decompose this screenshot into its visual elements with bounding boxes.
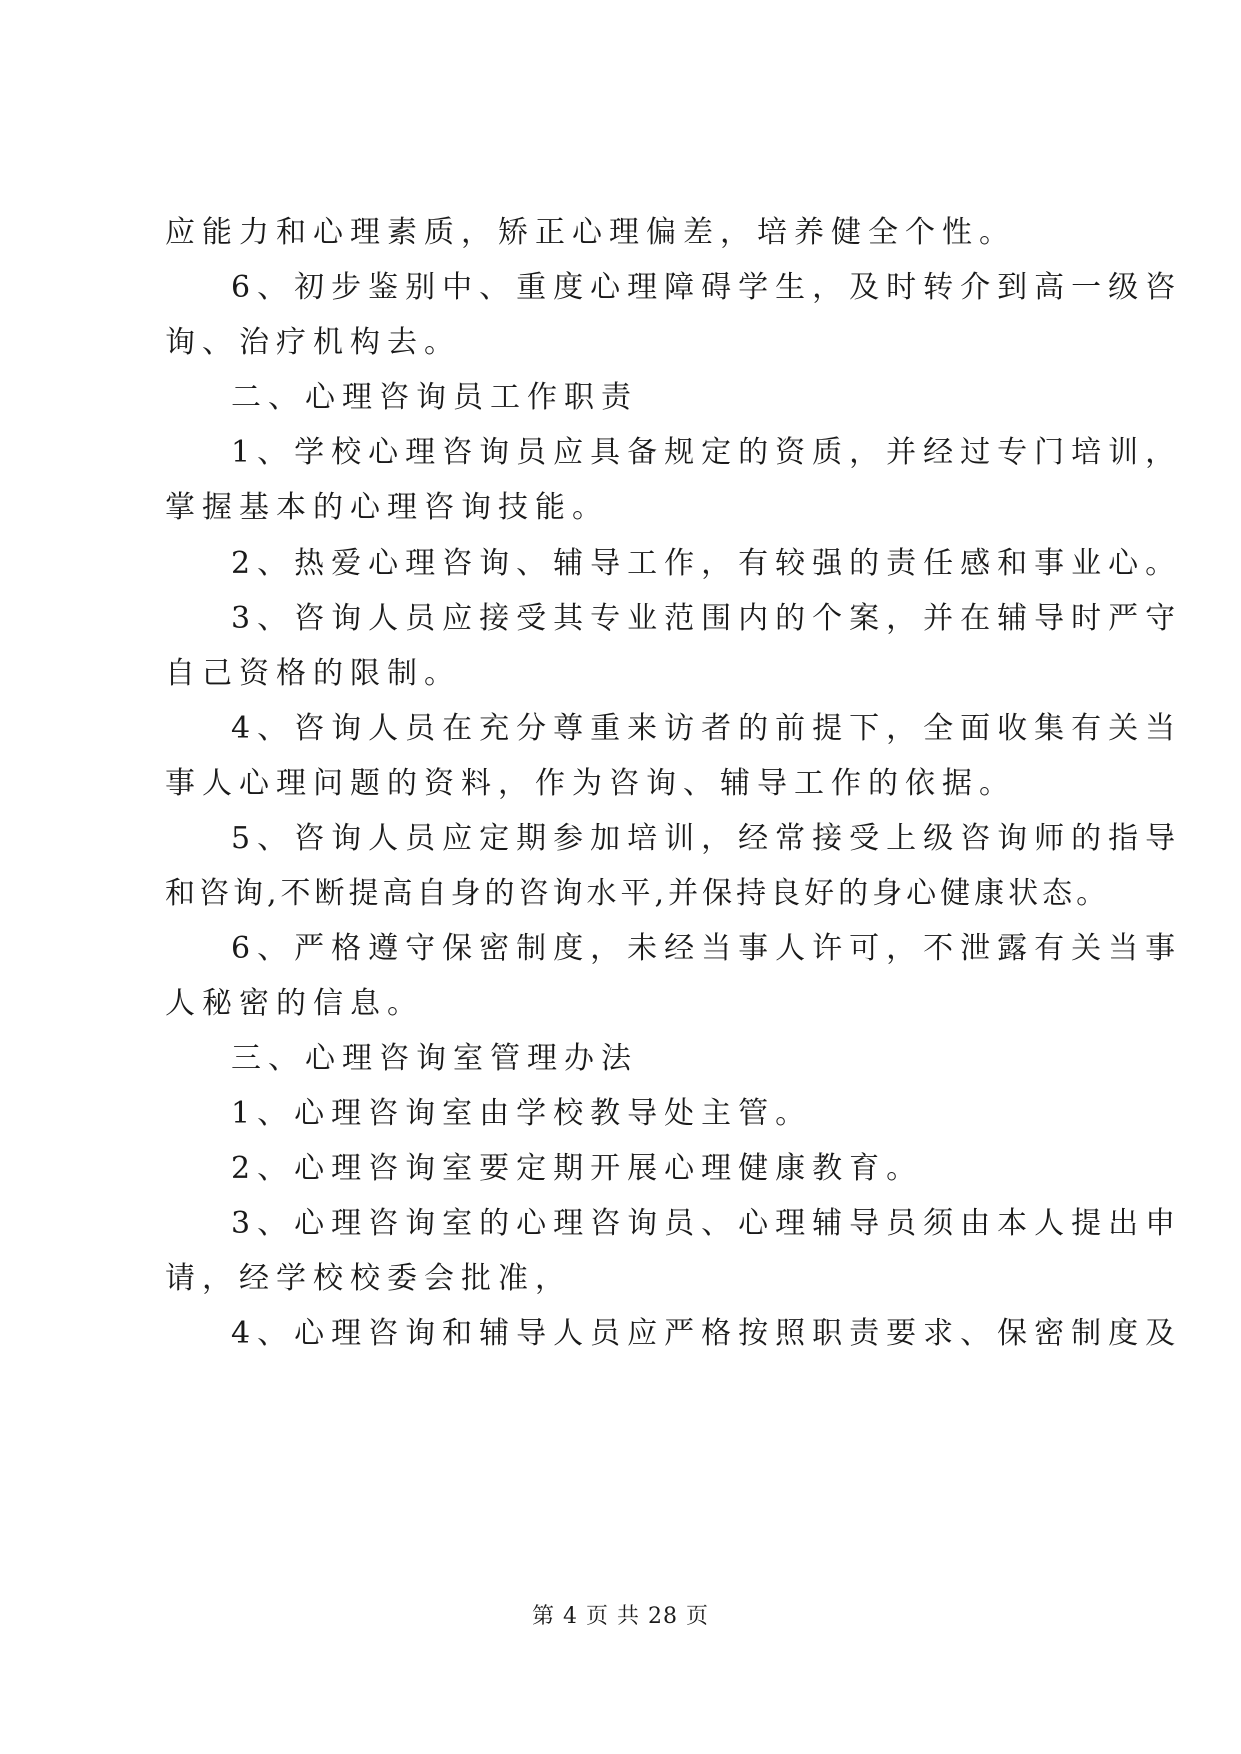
section-heading: 二、心理咨询员工作职责 bbox=[231, 380, 638, 415]
text-line: 事人心理问题的资料，作为咨询、辅导工作的依据。 bbox=[165, 766, 1016, 801]
text-line: 自己资格的限制。 bbox=[165, 656, 461, 691]
text-line: 1、学校心理咨询员应具备规定的资质，并经过专门培训， bbox=[231, 435, 1183, 470]
text-line: 和咨询,不断提高自身的咨询水平,并保持良好的身心健康状态。 bbox=[165, 876, 1111, 911]
section-heading: 三、心理咨询室管理办法 bbox=[231, 1041, 638, 1076]
text-line: 掌握基本的心理咨询技能。 bbox=[165, 490, 609, 525]
text-line: 人秘密的信息。 bbox=[165, 986, 424, 1021]
text-line: 3、咨询人员应接受其专业范围内的个案，并在辅导时严守 bbox=[231, 601, 1183, 636]
text-line: 询、治疗机构去。 bbox=[165, 325, 461, 360]
text-line: 应能力和心理素质，矫正心理偏差，培养健全个性。 bbox=[165, 215, 1016, 250]
page-number-footer: 第 4 页 共 28 页 bbox=[532, 1604, 709, 1629]
text-line: 6、初步鉴别中、重度心理障碍学生，及时转介到高一级咨 bbox=[231, 270, 1183, 305]
text-line: 6、严格遵守保密制度，未经当事人许可，不泄露有关当事 bbox=[231, 931, 1183, 966]
text-line: 3、心理咨询室的心理咨询员、心理辅导员须由本人提出申 bbox=[231, 1206, 1183, 1241]
text-line: 5、咨询人员应定期参加培训，经常接受上级咨询师的指导 bbox=[231, 821, 1183, 856]
text-line: 4、心理咨询和辅导人员应严格按照职责要求、保密制度及 bbox=[231, 1316, 1183, 1351]
text-line: 4、咨询人员在充分尊重来访者的前提下，全面收集有关当 bbox=[231, 711, 1183, 746]
text-line: 1、心理咨询室由学校教导处主管。 bbox=[231, 1096, 813, 1131]
text-line: 请，经学校校委会批准， bbox=[165, 1261, 572, 1296]
text-line: 2、热爱心理咨询、辅导工作，有较强的责任感和事业心。 bbox=[231, 546, 1183, 581]
text-line: 2、心理咨询室要定期开展心理健康教育。 bbox=[231, 1151, 924, 1186]
